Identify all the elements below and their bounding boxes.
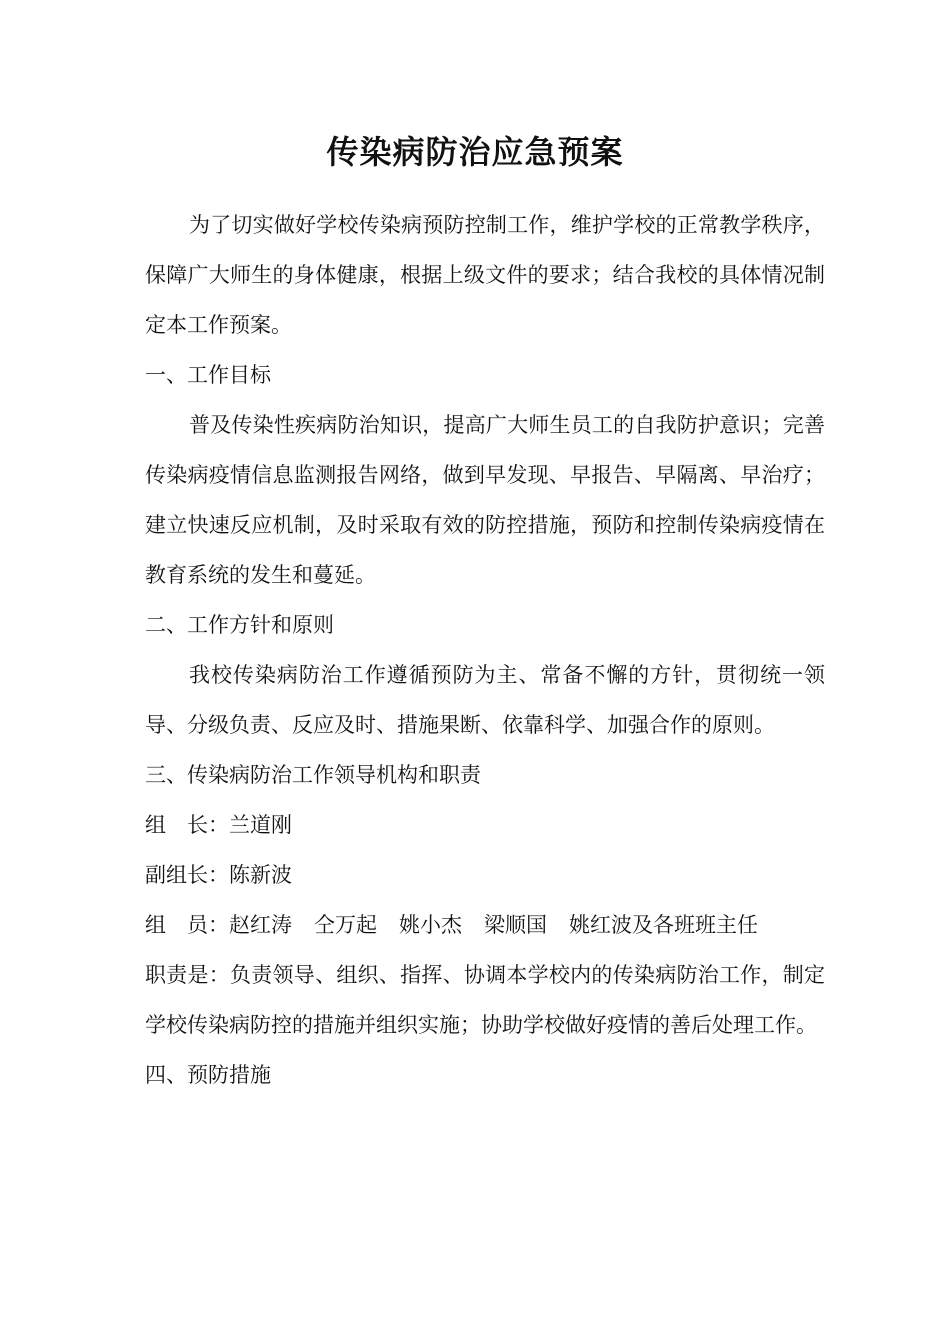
leader-line [145,800,825,850]
members-line [145,900,825,950]
member-name: 姚小杰 [399,913,462,937]
document-title: 传染病防治应急预案 [326,133,624,171]
section-2-heading: 二、工作方针和原则 [145,613,334,637]
section-3-heading: 三、传染病防治工作领导机构和职责 [145,763,481,787]
document-body [145,200,825,1100]
member-name: 仝万起 [314,913,377,937]
duties-paragraph: 职责是：负责领导、组织、指挥、协调本学校内的传染病防治工作，制定学校传染病防控的措施并组织实施；协助学校做好疫情的善后处理工作。 [145,963,825,1037]
member-name: 姚红波及各班班主任 [569,913,758,937]
leader-label: 组 长： [145,813,229,837]
members-label: 组 员： [145,913,229,937]
deputy-name: 陈新波 [229,863,292,887]
intro-paragraph: 为了切实做好学校传染病预防控制工作，维护学校的正常教学秩序，保障广大师生的身体健康，根据上级文件的要求；结合我校的具体情况制定本工作预案。 [145,213,825,337]
deputy-label: 副组长： [145,863,229,887]
section-1-heading: 一、工作目标 [145,363,271,387]
leader-name: 兰道刚 [229,813,292,837]
member-name: 赵红涛 [229,913,292,937]
section-2-paragraph: 我校传染病防治工作遵循预防为主、常备不懈的方针，贯彻统一领导、分级负责、反应及时、措施果断、依靠科学、加强合作的原则。 [145,663,825,737]
section-4-heading: 四、预防措施 [145,1063,271,1087]
member-name: 梁顺国 [484,913,547,937]
deputy-line [145,850,825,900]
section-1-paragraph: 普及传染性疾病防治知识，提高广大师生员工的自我防护意识；完善传染病疫情信息监测报告网络，做到早发现、早报告、早隔离、早治疗；建立快速反应机制，及时采取有效的防控措施，预防和控制传染病疫情在教育系统的发生和蔓延。 [145,413,825,587]
